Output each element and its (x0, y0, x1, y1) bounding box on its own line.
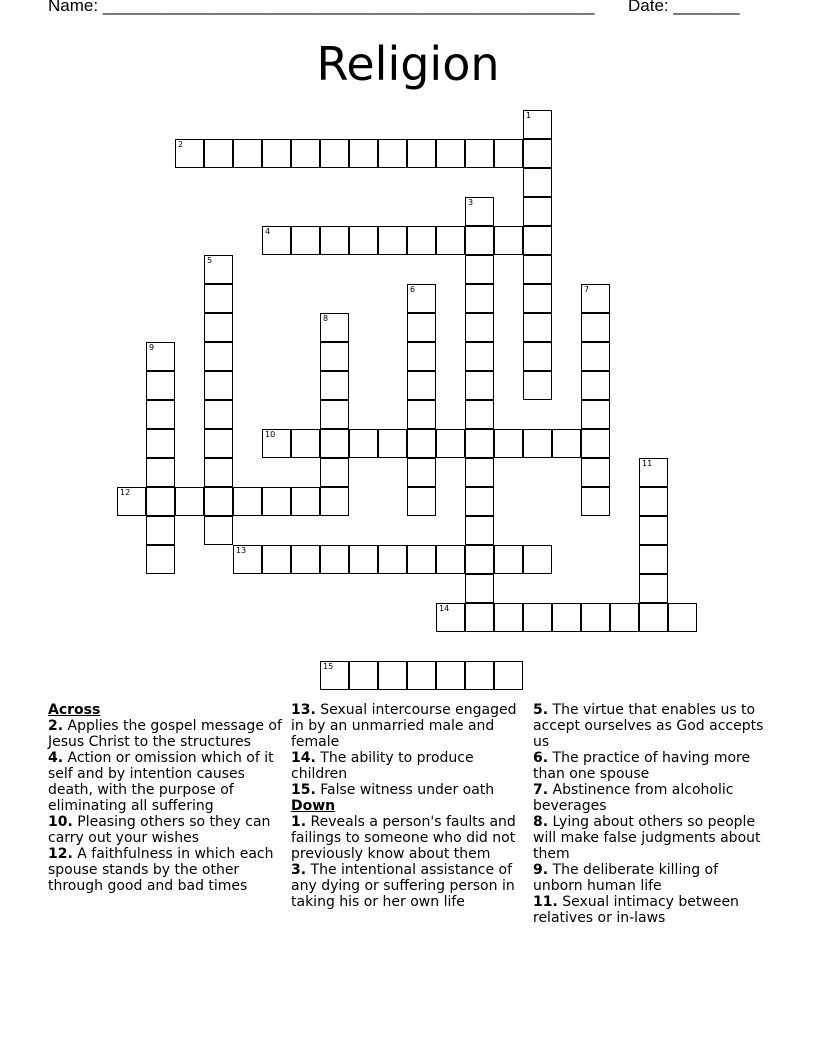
grid-cell[interactable] (465, 574, 494, 603)
clue-item (533, 750, 769, 782)
clue-number: 14 (439, 604, 450, 613)
clue-item-number: 8. (533, 814, 549, 830)
grid-cell[interactable] (436, 545, 465, 574)
clue-number: 15 (323, 662, 334, 671)
clue-item-number: 12. (48, 846, 73, 862)
grid-cell[interactable] (581, 458, 610, 487)
grid-cell[interactable] (349, 139, 378, 168)
grid-cell[interactable] (523, 168, 552, 197)
clue-item-text: The deliberate killing of unborn human life (533, 862, 719, 894)
clue-item (291, 862, 527, 910)
clue-item-text: Action or omission which of it self and by intention causes death, with the purpose of eliminating all suffering (48, 750, 274, 814)
across-heading: Across (48, 702, 101, 718)
grid-cell[interactable] (436, 429, 465, 458)
grid-cell[interactable] (523, 313, 552, 342)
clue-number: 2 (178, 140, 184, 149)
grid-cell[interactable] (523, 371, 552, 400)
clue-item-number: 15. (291, 782, 316, 798)
name-field[interactable]: Name: ____________________________________________________ (48, 0, 595, 15)
grid-cell[interactable] (523, 139, 552, 168)
clue-item-text: Abstinence from alcoholic beverages (533, 782, 734, 814)
grid-cell[interactable] (262, 545, 291, 574)
grid-cell[interactable] (320, 545, 349, 574)
clue-item (533, 702, 769, 750)
clue-item-text: Applies the gospel message of Jesus Christ to the structures (48, 718, 282, 750)
grid-cell[interactable] (291, 487, 320, 516)
grid-cell[interactable] (262, 487, 291, 516)
grid-cell[interactable] (349, 545, 378, 574)
grid-cell[interactable] (581, 487, 610, 516)
clue-item (533, 894, 769, 926)
clue-item-number: 9. (533, 862, 549, 878)
grid-cell[interactable] (204, 342, 233, 371)
grid-cell[interactable] (378, 429, 407, 458)
grid-cell[interactable] (204, 400, 233, 429)
clue-item-text: The intentional assistance of any dying or suffering person in taking his or her own life (291, 862, 515, 910)
grid-cell[interactable] (494, 545, 523, 574)
clue-item-text: The practice of having more than one spouse (533, 750, 751, 782)
grid-cell[interactable] (378, 661, 407, 690)
clue-item-text: Sexual intimacy between relatives or in-laws (533, 894, 739, 926)
grid-cell[interactable] (262, 226, 291, 255)
grid-cell[interactable] (175, 487, 204, 516)
grid-cell[interactable] (320, 487, 349, 516)
grid-cell[interactable] (523, 429, 552, 458)
grid-cell[interactable] (465, 197, 494, 226)
grid-cell[interactable] (581, 400, 610, 429)
grid-cell[interactable] (291, 139, 320, 168)
clue-item-number: 7. (533, 782, 549, 798)
down-heading: Down (291, 798, 336, 814)
grid-cell[interactable] (320, 139, 349, 168)
grid-cell[interactable] (639, 458, 668, 487)
clues-column-3 (533, 702, 769, 926)
clue-item-number: 14. (291, 750, 316, 766)
grid-cell[interactable] (320, 400, 349, 429)
clue-item-text: False witness under oath (320, 782, 495, 798)
grid-cell[interactable] (146, 487, 175, 516)
clue-item (48, 750, 284, 814)
grid-cell[interactable] (465, 342, 494, 371)
grid-cell[interactable] (204, 458, 233, 487)
grid-cell[interactable] (465, 284, 494, 313)
clue-item (291, 750, 527, 782)
grid-cell[interactable] (204, 255, 233, 284)
grid-cell[interactable] (407, 371, 436, 400)
grid-cell[interactable] (407, 139, 436, 168)
grid-cell[interactable] (610, 603, 639, 632)
clue-item-number: 6. (533, 750, 549, 766)
clue-item-text: Sexual intercourse engaged in by an unmarried male and female (291, 702, 517, 750)
grid-cell[interactable] (581, 603, 610, 632)
grid-cell[interactable] (262, 429, 291, 458)
clue-item-number: 13. (291, 702, 316, 718)
header (48, 0, 768, 22)
clues-column-2 (291, 702, 527, 910)
grid-cell[interactable] (204, 139, 233, 168)
grid-cell[interactable] (523, 545, 552, 574)
grid-cell[interactable] (523, 110, 552, 139)
grid-cell[interactable] (465, 661, 494, 690)
clue-item (291, 782, 527, 798)
clue-number: 13 (236, 546, 247, 555)
clue-number: 6 (410, 285, 416, 294)
grid-cell[interactable] (494, 603, 523, 632)
grid-cell[interactable] (581, 429, 610, 458)
grid-cell[interactable] (204, 429, 233, 458)
grid-cell[interactable] (465, 255, 494, 284)
grid-cell[interactable] (146, 516, 175, 545)
grid-cell[interactable] (494, 429, 523, 458)
clue-item-number: 3. (291, 862, 307, 878)
grid-cell[interactable] (204, 313, 233, 342)
grid-cell[interactable] (407, 226, 436, 255)
grid-cell[interactable] (639, 603, 668, 632)
grid-cell[interactable] (552, 603, 581, 632)
grid-cell[interactable] (349, 226, 378, 255)
grid-cell[interactable] (581, 371, 610, 400)
grid-cell[interactable] (523, 603, 552, 632)
grid-cell[interactable] (523, 255, 552, 284)
grid-cell[interactable] (407, 661, 436, 690)
grid-cell[interactable] (349, 429, 378, 458)
grid-cell[interactable] (465, 429, 494, 458)
grid-cell[interactable] (465, 487, 494, 516)
grid-cell[interactable] (465, 226, 494, 255)
grid-cell[interactable] (291, 545, 320, 574)
clue-number: 9 (149, 343, 155, 352)
grid-cell[interactable] (233, 139, 262, 168)
grid-cell[interactable] (494, 661, 523, 690)
grid-cell[interactable] (581, 313, 610, 342)
grid-cell[interactable] (146, 429, 175, 458)
grid-cell[interactable] (262, 139, 291, 168)
grid-cell[interactable] (291, 226, 320, 255)
grid-cell[interactable] (465, 516, 494, 545)
grid-cell[interactable] (494, 226, 523, 255)
grid-cell[interactable] (291, 429, 320, 458)
grid-cell[interactable] (233, 545, 262, 574)
grid-cell[interactable] (494, 139, 523, 168)
clue-number: 12 (120, 488, 131, 497)
grid-cell[interactable] (639, 516, 668, 545)
grid-cell[interactable] (320, 313, 349, 342)
grid-cell[interactable] (552, 429, 581, 458)
grid-cell[interactable] (204, 487, 233, 516)
grid-cell[interactable] (320, 458, 349, 487)
clues-column-1 (48, 702, 284, 894)
clue-item-text: Pleasing others so they can carry out your wishes (48, 814, 271, 846)
clue-number: 1 (526, 111, 532, 120)
grid-cell[interactable] (465, 603, 494, 632)
grid-cell[interactable] (407, 313, 436, 342)
clue-number: 8 (323, 314, 329, 323)
date-field[interactable]: Date: _______ (628, 0, 740, 15)
clue-item (291, 702, 527, 750)
clue-item (48, 718, 284, 750)
grid-cell[interactable] (320, 661, 349, 690)
grid-cell[interactable] (465, 313, 494, 342)
grid-cell[interactable] (146, 400, 175, 429)
grid-cell[interactable] (639, 487, 668, 516)
grid-cell[interactable] (581, 284, 610, 313)
clue-item (48, 846, 284, 894)
grid-cell[interactable] (378, 226, 407, 255)
grid-cell[interactable] (407, 487, 436, 516)
grid-cell[interactable] (407, 342, 436, 371)
grid-cell[interactable] (407, 400, 436, 429)
clue-item-text: Lying about others so people will make false judgments about them (533, 814, 761, 862)
grid-cell[interactable] (146, 458, 175, 487)
clue-item-number: 5. (533, 702, 549, 718)
grid-cell[interactable] (465, 545, 494, 574)
grid-cell[interactable] (407, 284, 436, 313)
grid-cell[interactable] (349, 661, 378, 690)
grid-cell[interactable] (407, 458, 436, 487)
clue-item (48, 814, 284, 846)
clue-item-number: 4. (48, 750, 64, 766)
grid-cell[interactable] (233, 487, 262, 516)
grid-cell[interactable] (523, 197, 552, 226)
clue-item-number: 1. (291, 814, 307, 830)
grid-cell[interactable] (378, 545, 407, 574)
grid-cell[interactable] (581, 342, 610, 371)
grid-cell[interactable] (465, 139, 494, 168)
grid-cell[interactable] (320, 371, 349, 400)
clue-number: 3 (468, 198, 474, 207)
grid-cell[interactable] (320, 342, 349, 371)
clue-number: 10 (265, 430, 276, 439)
clue-item (533, 814, 769, 862)
grid-cell[interactable] (175, 139, 204, 168)
grid-cell[interactable] (436, 661, 465, 690)
grid-cell[interactable] (523, 284, 552, 313)
grid-cell[interactable] (436, 226, 465, 255)
grid-cell[interactable] (639, 574, 668, 603)
grid-cell[interactable] (523, 226, 552, 255)
clue-item-text: Reveals a person's faults and failings to someone who did not previously know about them (291, 814, 516, 862)
grid-cell[interactable] (465, 400, 494, 429)
grid-cell[interactable] (146, 545, 175, 574)
clue-number: 5 (207, 256, 213, 265)
clue-number: 7 (584, 285, 590, 294)
grid-cell[interactable] (204, 284, 233, 313)
clue-number: 11 (642, 459, 653, 468)
grid-cell[interactable] (465, 371, 494, 400)
grid-cell[interactable] (146, 342, 175, 371)
clue-item (291, 814, 527, 862)
grid-cell[interactable] (523, 342, 552, 371)
grid-cell[interactable] (639, 545, 668, 574)
clue-item-text: The ability to produce children (291, 750, 474, 782)
grid-cell[interactable] (436, 603, 465, 632)
grid-cell[interactable] (117, 487, 146, 516)
clue-item-text: The virtue that enables us to accept ourselves as God accepts us (533, 702, 764, 750)
grid-cell[interactable] (320, 226, 349, 255)
grid-cell[interactable] (668, 603, 697, 632)
page-title: Religion (316, 37, 500, 91)
clue-item-number: 11. (533, 894, 558, 910)
grid-cell[interactable] (320, 429, 349, 458)
grid-cell[interactable] (407, 545, 436, 574)
clue-number: 4 (265, 227, 271, 236)
grid-cell[interactable] (378, 139, 407, 168)
clue-item (533, 862, 769, 894)
grid-cell[interactable] (204, 371, 233, 400)
grid-cell[interactable] (465, 458, 494, 487)
grid-cell[interactable] (407, 429, 436, 458)
clue-item-number: 2. (48, 718, 64, 734)
clue-item-number: 10. (48, 814, 73, 830)
grid-cell[interactable] (146, 371, 175, 400)
grid-cell[interactable] (436, 139, 465, 168)
grid-cell[interactable] (204, 516, 233, 545)
clue-item (533, 782, 769, 814)
clue-item-text: A faithfulness in which each spouse stands by the other through good and bad times (48, 846, 274, 894)
